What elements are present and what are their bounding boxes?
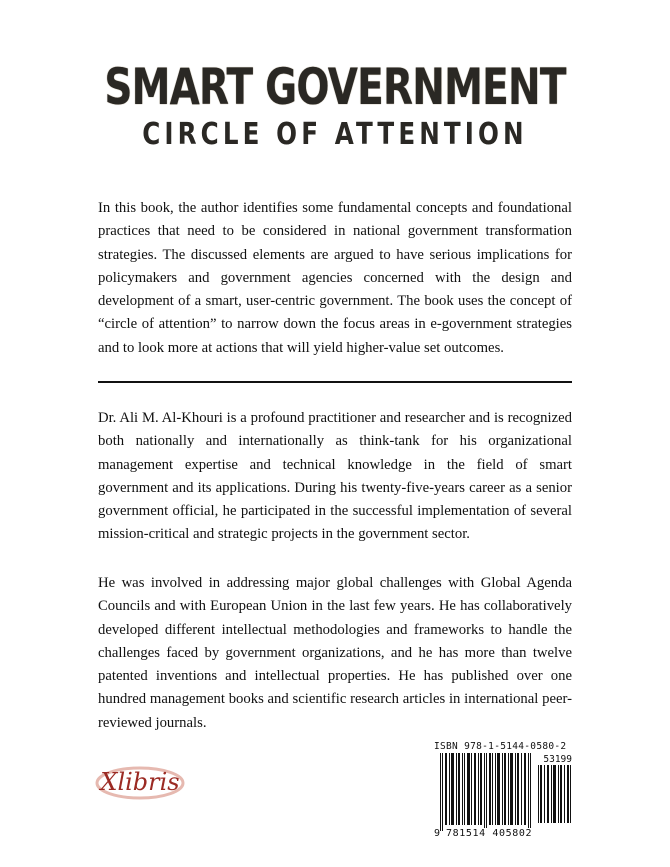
book-description-paragraph: In this book, the author identifies some fundamental concepts and foundational practices that need to be considered in national government transformation strategies. The discussed elements are argued to have serious implications for policymakers and government agencies concerned with the design and development of a smart, user-centric government. The book uses the concept of “circle of attention” to narrow down the focus areas in e-government strategies and to look more at actions that will yield higher-value set outcomes.: [98, 200, 572, 356]
price-bars: [538, 765, 572, 823]
ean-bars: [440, 753, 536, 831]
title-block: [0, 58, 670, 152]
publisher-logo-text: Xlibris: [100, 768, 180, 796]
author-bio-paragraph: Dr. Ali M. Al-Khouri is a profound practitioner and researcher and is recognized both nationally and internationally as think-tank for his organizational management expertise and technical knowledge in the field of smart government and its applications. During his twenty-five-years career as a senior government official, he participated in the successful implementation of several mission-critical and strategic projects in the government sector.: [98, 410, 572, 543]
isbn-barcode: [434, 741, 574, 841]
author-achievements-paragraph: He was involved in addressing major global challenges with Global Agenda Councils and with European Union in the last few years. He has collaboratively developed different intellectual methodologies and frameworks to handle the challenges faced by government organizations, and he has more than twelve patented inventions and intellectual properties. He has published over one hundred management books and scientific research articles in international peer-reviewed journals.: [98, 575, 572, 731]
publisher-logo: [95, 763, 185, 801]
book-title: SMART GOVERNMENT: [104, 58, 566, 116]
divider-line: [98, 381, 572, 383]
isbn-label: ISBN 978-1-5144-0580-2: [434, 741, 567, 752]
ean-digits: 781514 405802: [446, 828, 533, 839]
book-subtitle: CIRCLE OF ATTENTION: [142, 117, 528, 152]
price-code: 53199: [543, 754, 572, 765]
ean-first-digit: 9: [434, 828, 441, 839]
